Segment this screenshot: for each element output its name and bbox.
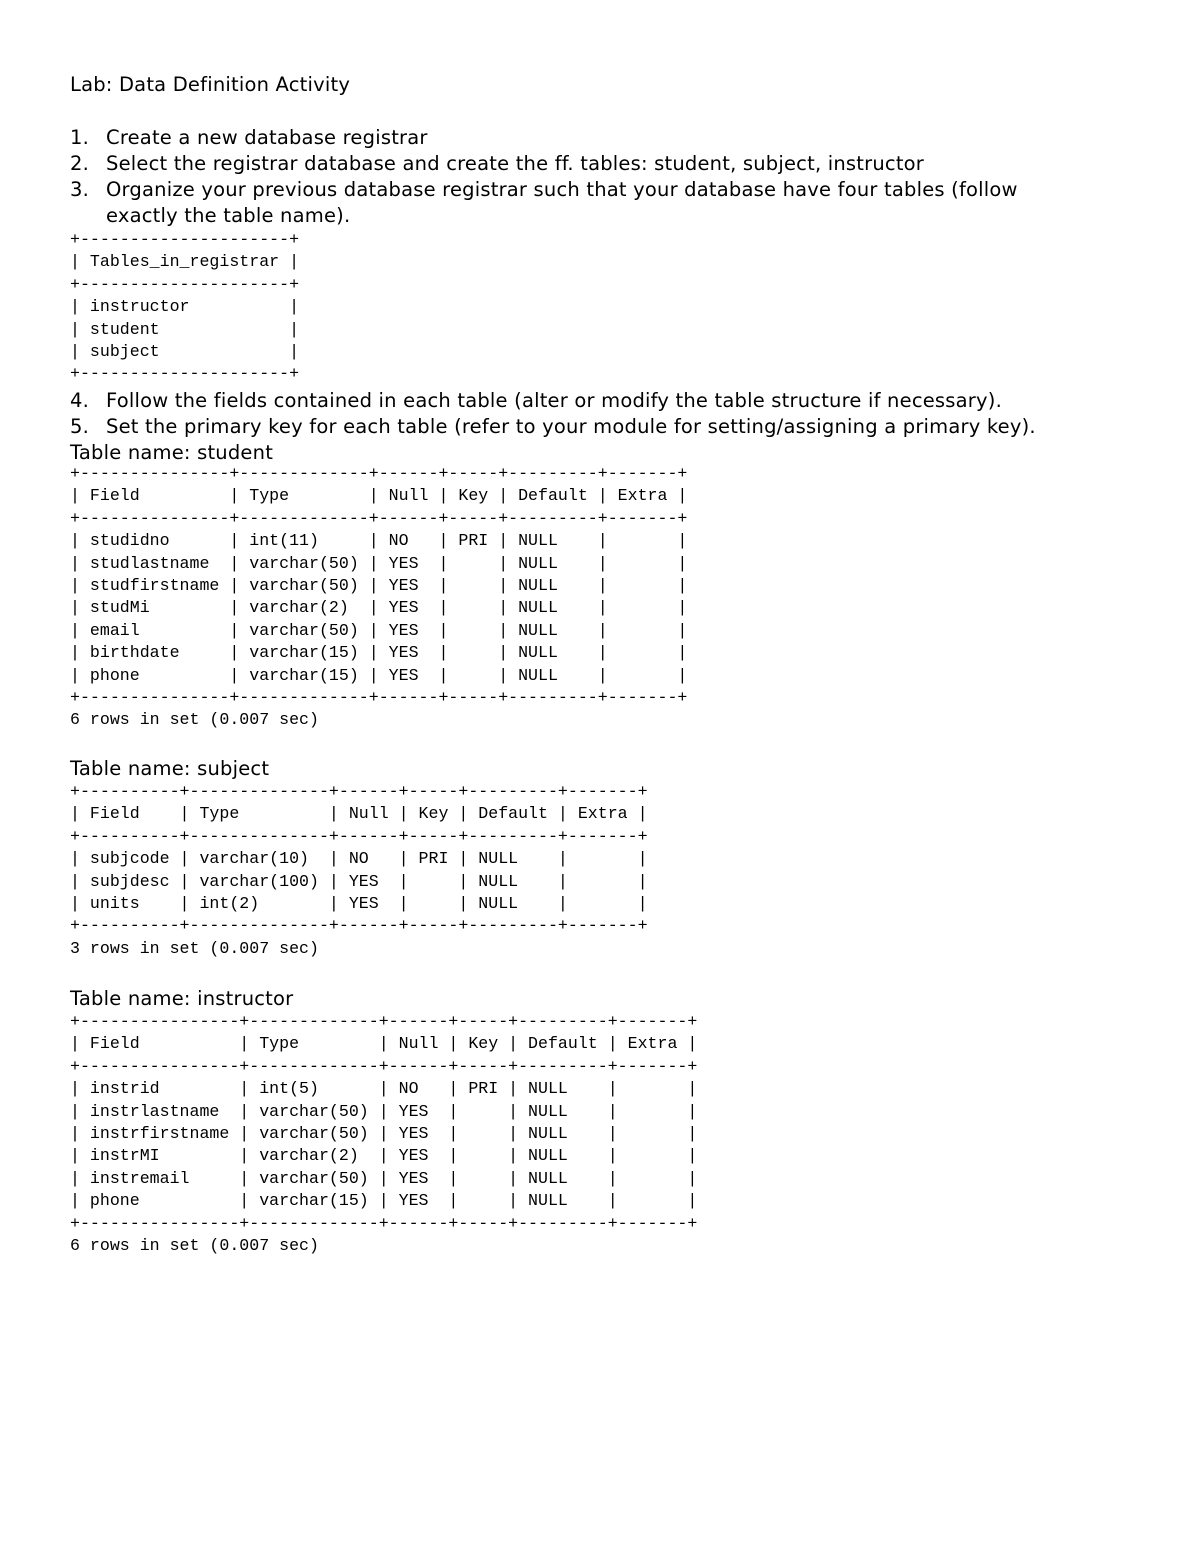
student-table-caption: Table name: student bbox=[70, 441, 274, 464]
tables-listing-row: | subject | bbox=[70, 342, 300, 362]
describe-table-row: | instrfirstname | varchar(50) | YES | | NULL | | bbox=[70, 1124, 698, 1144]
describe-table-border: +----------+--------------+------+-----+---------+-------+ bbox=[70, 916, 648, 936]
step-3 bbox=[70, 177, 1018, 203]
tables-listing-border: +---------------------+ bbox=[70, 230, 300, 249]
tables-listing-row: | student | bbox=[70, 319, 300, 339]
step-3-number: 3. bbox=[70, 178, 90, 201]
describe-table-row: | instremail | varchar(50) | YES | | NULL | | bbox=[70, 1168, 698, 1188]
step-5 bbox=[70, 414, 1036, 440]
step-2-text: Select the registrar database and create the ff. tables: student, subject, instructor bbox=[106, 152, 925, 175]
describe-table-row: | instrlastname | varchar(50) | YES | | NULL | | bbox=[70, 1101, 698, 1121]
describe-table-row: | birthdate | varchar(15) | YES | | NULL | | bbox=[70, 643, 688, 663]
describe-table-row: | instrMI | varchar(2) | YES | | NULL | | bbox=[70, 1146, 698, 1166]
describe-table-row: | studfirstname | varchar(50) | YES | | NULL | | bbox=[70, 576, 688, 596]
subject-table-caption: Table name: subject bbox=[70, 757, 270, 780]
step-2 bbox=[70, 151, 924, 177]
describe-table-border: +---------------+-------------+------+-----+---------+-------+ bbox=[70, 688, 688, 708]
describe-table-border: +---------------+-------------+------+-----+---------+-------+ bbox=[70, 464, 688, 483]
describe-table-border: +----------+--------------+------+-----+---------+-------+ bbox=[70, 826, 648, 846]
tables-listing-border: +---------------------+ bbox=[70, 364, 300, 384]
describe-table-row: | studlastname | varchar(50) | YES | | NULL | | bbox=[70, 553, 688, 573]
describe-table-row: | subjdesc | varchar(100) | YES | | NULL | | bbox=[70, 871, 648, 891]
step-3-continuation: exactly the table name). bbox=[106, 204, 351, 227]
describe-table-footer: 6 rows in set (0.007 sec) bbox=[70, 1236, 319, 1256]
tables-listing-output bbox=[70, 229, 299, 386]
describe-table-row: | subjcode | varchar(10) | NO | PRI | NULL | | bbox=[70, 849, 648, 869]
instructor-table-caption: Table name: instructor bbox=[70, 987, 294, 1010]
describe-table-border: +----------------+-------------+------+-----+---------+-------+ bbox=[70, 1012, 698, 1031]
step-1-number: 1. bbox=[70, 126, 90, 149]
student-table-output bbox=[70, 463, 687, 732]
describe-table-border: +---------------+-------------+------+-----+---------+-------+ bbox=[70, 508, 688, 528]
describe-table-row: | phone | varchar(15) | YES | | NULL | | bbox=[70, 665, 688, 685]
step-4 bbox=[70, 388, 1002, 414]
describe-table-border: +----------------+-------------+------+-----+---------+-------+ bbox=[70, 1056, 698, 1076]
subject-table-output bbox=[70, 781, 648, 960]
step-1 bbox=[70, 125, 428, 151]
instructor-table-output bbox=[70, 1011, 697, 1257]
describe-table-row: | studMi | varchar(2) | YES | | NULL | | bbox=[70, 598, 688, 618]
tables-listing-header-row: | Tables_in_registrar | bbox=[70, 252, 300, 272]
describe-table-border: +----------------+-------------+------+-----+---------+-------+ bbox=[70, 1213, 698, 1233]
describe-table-row: | phone | varchar(15) | YES | | NULL | | bbox=[70, 1191, 698, 1211]
tables-listing-border: +---------------------+ bbox=[70, 274, 300, 294]
step-5-number: 5. bbox=[70, 415, 90, 438]
describe-table-header-row: | Field | Type | Null | Key | Default | Extra | bbox=[70, 486, 688, 506]
document-title: Lab: Data Definition Activity bbox=[70, 73, 351, 96]
step-5-text: Set the primary key for each table (refer to your module for setting/assigning a primary key). bbox=[106, 415, 1036, 438]
describe-table-row: | instrid | int(5) | NO | PRI | NULL | | bbox=[70, 1079, 698, 1099]
step-4-text: Follow the fields contained in each table (alter or modify the table structure if necessary). bbox=[106, 389, 1002, 412]
describe-table-row: | studidno | int(11) | NO | PRI | NULL | | bbox=[70, 531, 688, 551]
describe-table-footer: 3 rows in set (0.007 sec) bbox=[70, 938, 319, 958]
describe-table-border: +----------+--------------+------+-----+---------+-------+ bbox=[70, 782, 648, 801]
describe-table-header-row: | Field | Type | Null | Key | Default | Extra | bbox=[70, 1034, 698, 1054]
describe-table-row: | units | int(2) | YES | | NULL | | bbox=[70, 894, 648, 914]
step-4-number: 4. bbox=[70, 389, 90, 412]
step-3-text: Organize your previous database registrar such that your database have four tables (follow bbox=[106, 178, 1018, 201]
step-2-number: 2. bbox=[70, 152, 90, 175]
describe-table-footer: 6 rows in set (0.007 sec) bbox=[70, 710, 319, 730]
step-1-text: Create a new database registrar bbox=[106, 126, 428, 149]
describe-table-row: | email | varchar(50) | YES | | NULL | | bbox=[70, 620, 688, 640]
describe-table-header-row: | Field | Type | Null | Key | Default | Extra | bbox=[70, 804, 648, 824]
tables-listing-row: | instructor | bbox=[70, 297, 300, 317]
